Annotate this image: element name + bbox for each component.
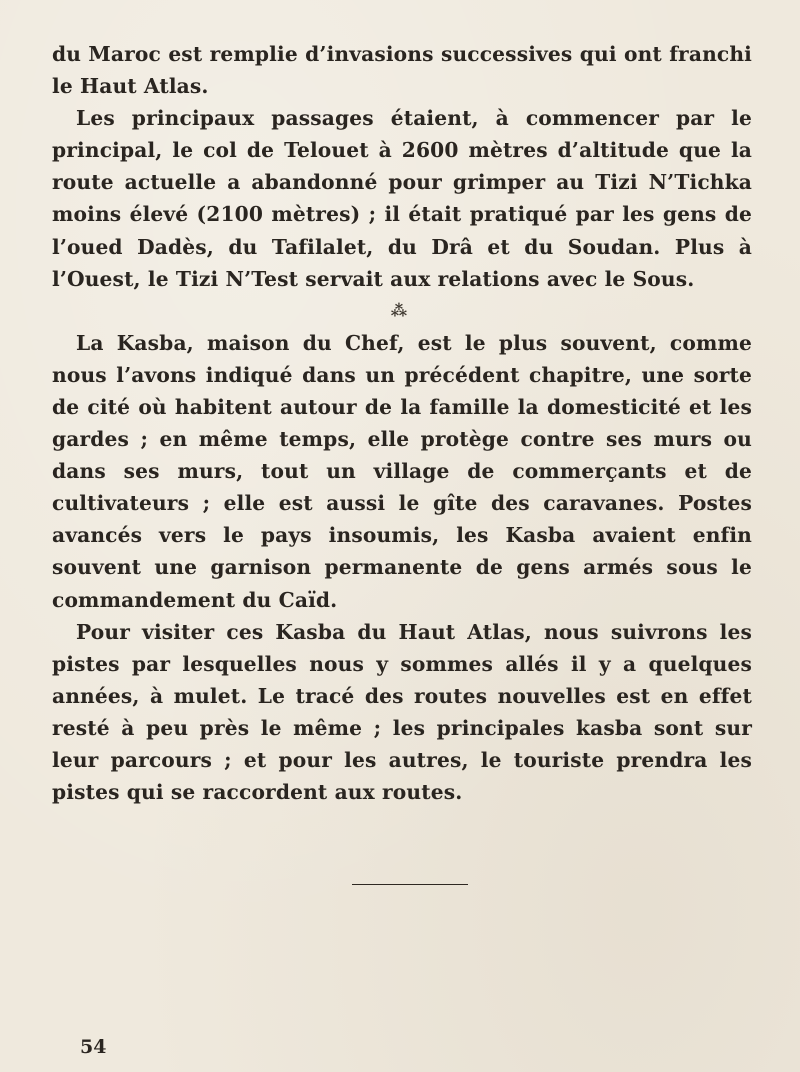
page-number: 54	[80, 1036, 107, 1058]
section-ornament-icon: ⁂	[390, 300, 408, 320]
paragraph-kasba: La Kasba, maison du Chef, est le plus souvent, comme nous l’avons indiqué dans un précédent chapitre, une sorte de cité où habitent autour de la famille la domesticité et les gardes ; en même temps, elle protège contre ses murs ou dans ses murs, tout un village de commerçants et de cultivateurs ; elle est aussi le gîte des caravanes. Postes avancés vers le pays insoumis, les Kasba avaient enfin souvent une garnison permanente de gens armés sous le commandement du Caïd.	[52, 330, 752, 612]
body-text	[52, 38, 752, 808]
section-divider	[352, 884, 468, 885]
paragraph-continuation: du Maroc est remplie d’invasions successives qui ont franchi le Haut Atlas.	[52, 42, 752, 99]
paragraph-passages: Les principaux passages étaient, à commencer par le principal, le col de Telouet à 2600 mètres d’altitude que la route actuelle a abandonné pour grimper au Tizi N’Tichka moins élevé (2100 mètres) ; il était pratiqué par les gens de l’oued Dadès, du Tafilalet, du Drâ et du Soudan. Plus à l’Ouest, le Tizi N’Test servait aux relations avec le Sous.	[52, 106, 752, 291]
paragraph-visit: Pour visiter ces Kasba du Haut Atlas, nous suivrons les pistes par lesquelles nous y sommes allés il y a quelques années, à mulet. Le tracé des routes nouvelles est en effet resté à peu près le même ; les principales kasba sont sur leur parcours ; et pour les autres, le touriste prendra les pistes qui se raccordent aux routes.	[52, 619, 752, 805]
